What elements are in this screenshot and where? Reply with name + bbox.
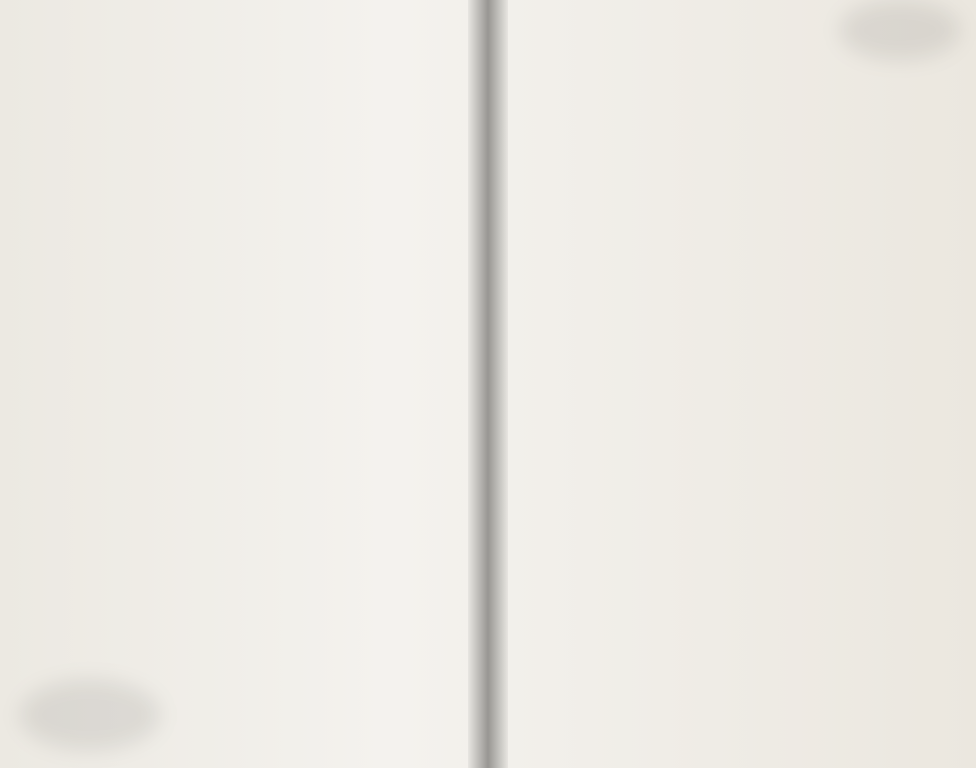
right-page-text bbox=[548, 80, 938, 700]
left-page-text bbox=[50, 80, 430, 720]
right-page bbox=[508, 0, 976, 768]
book-gutter bbox=[468, 0, 508, 768]
left-page bbox=[0, 0, 470, 768]
